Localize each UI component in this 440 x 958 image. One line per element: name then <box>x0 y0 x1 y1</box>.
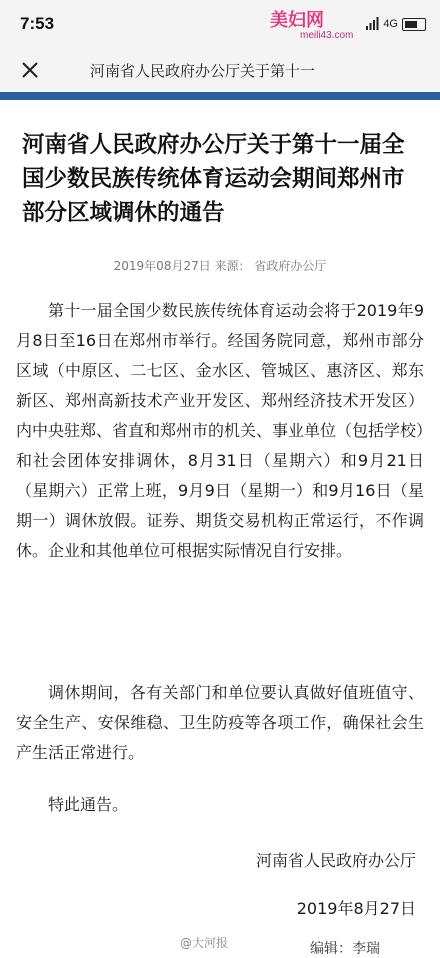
status-time: 7:53 <box>20 14 55 33</box>
article-paragraph-1: 第十一届全国少数民族传统体育运动会将于2019年9月8日至16日在郑州市举行。经国务院同意，郑州市部分区域（中原区、二七区、金水区、管城区、惠济区、郑东新区、郑州高新技术产业开发区、郑州经济技术开发区）内中央驻郑、省直和郑州市的机关、事业单位（包括学校）和社会团体安排调休，8月31日（星期六）和9月21日（星期六）正常上班，9月9日（星期一）和9月16日（星期一）调休放假。证券、期货交易机构正常运行，不作调休。企业和其他单位可根据实际情况自行安排。 <box>16 301 425 560</box>
network-type: 4G <box>383 18 398 30</box>
weibo-watermark: @大河报 <box>180 936 229 950</box>
close-icon[interactable] <box>18 58 42 82</box>
article-paragraph-2: 调休期间，各有关部门和单位要认真做好值班值守、安全生产、安保维稳、卫生防疫等各项工作，确保社会生产生活正常进行。 <box>16 683 424 762</box>
article-meta: 2019年08月27日 来源： 省政府办公厅 <box>113 259 327 273</box>
nav-bar <box>0 48 440 92</box>
nav-title: 河南省人民政府办公厅关于第十一 <box>90 62 316 80</box>
nav-accent-bar <box>0 92 440 100</box>
editor-credit: 编辑：李瑞 <box>310 941 380 957</box>
watermark-logo-text: 美妇网 <box>270 10 324 31</box>
article-paragraph-3: 特此通告。 <box>48 795 129 814</box>
status-indicators <box>365 14 426 34</box>
signature-date: 2019年8月27日 <box>296 899 416 918</box>
status-bar <box>0 0 440 48</box>
watermark-url: meili43.com <box>300 30 354 41</box>
battery-icon <box>402 18 426 31</box>
article-title: 河南省人民政府办公厅关于第十一届全国少数民族传统体育运动会期间郑州市部分区域调休的通告 <box>22 132 405 226</box>
signature: 河南省人民政府办公厅 <box>255 851 416 870</box>
signal-icon <box>365 17 379 31</box>
